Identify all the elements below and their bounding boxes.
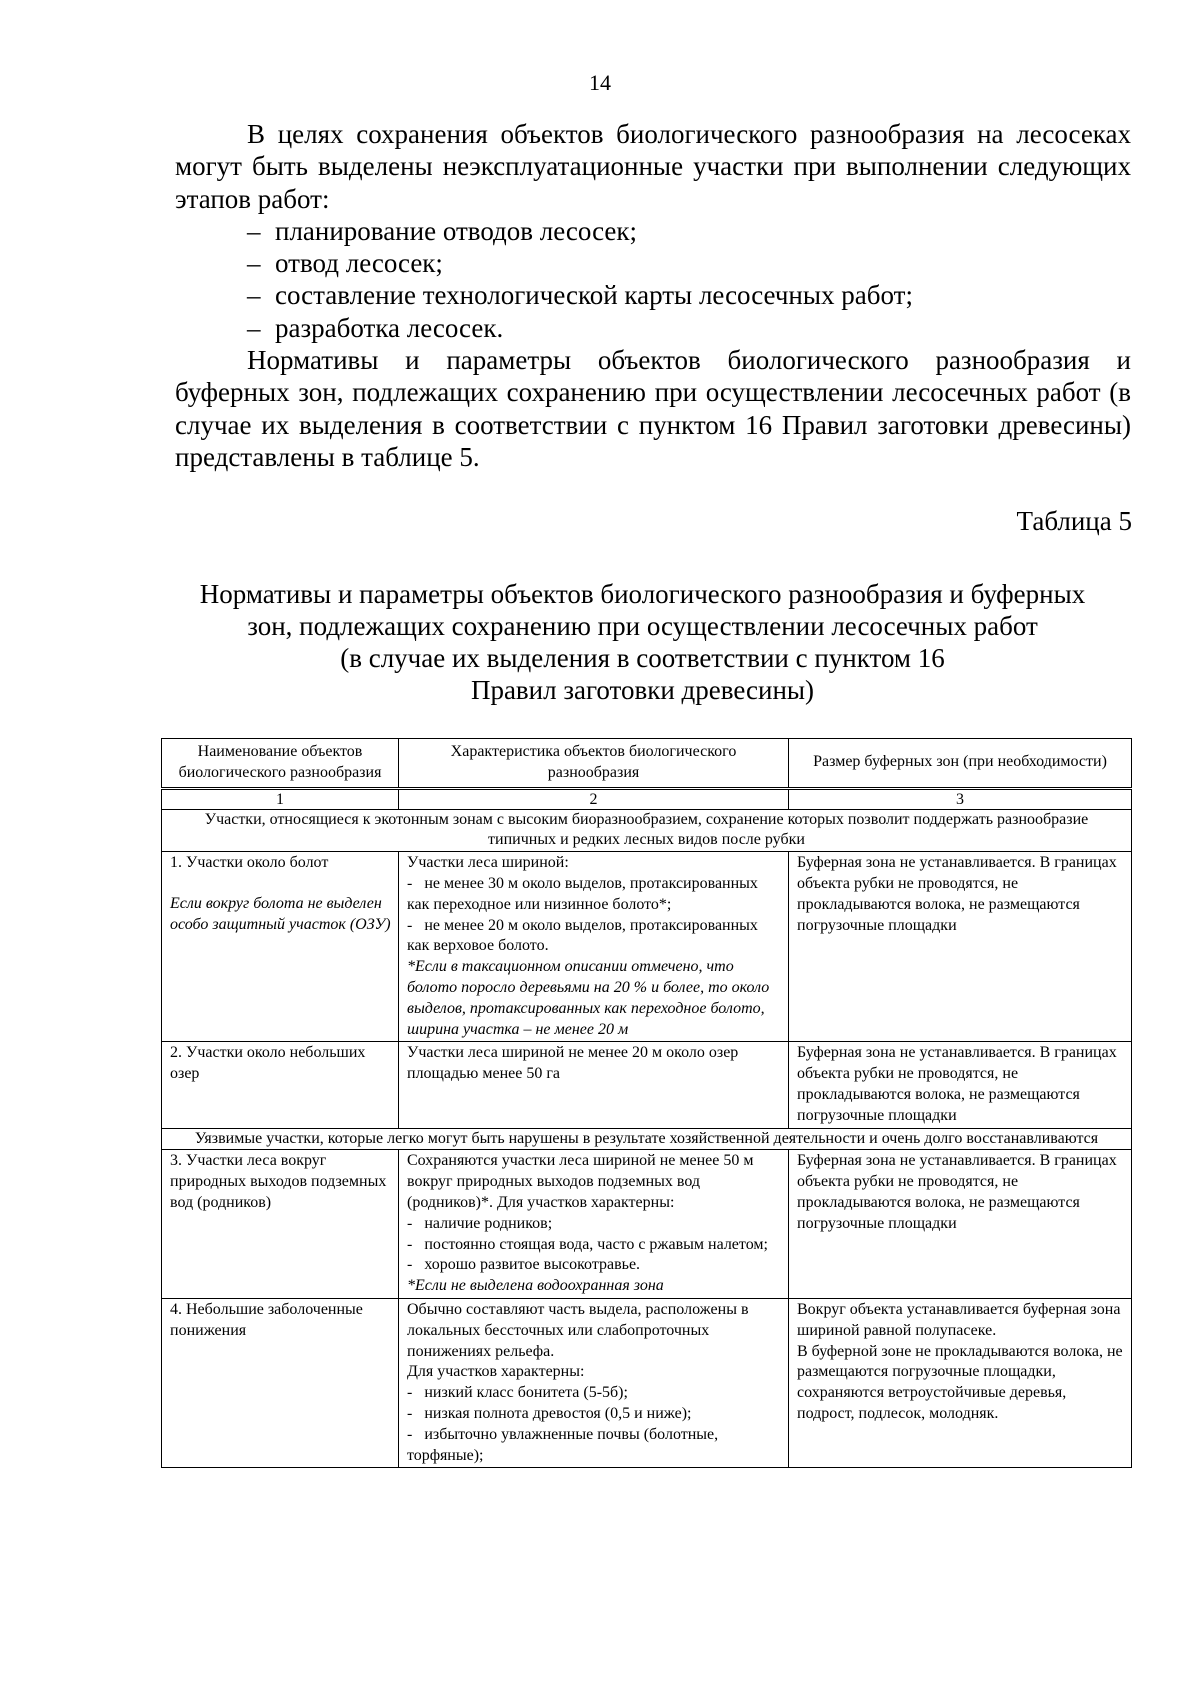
paragraph-intro: В целях сохранения объектов биологического разнообразия на лесосеках могут быть выделены неэксплуатационные участки при выполнении следующих этапов работ: (175, 119, 1131, 214)
cell-buffer: Буферная зона не устанавливается. В границах объекта рубки не проводятся, не прокладываются волока, не размещаются погрузочные площадки (789, 1150, 1132, 1299)
cell-characteristic: Участки леса шириной не менее 20 м около озер площадью менее 50 га (399, 1042, 789, 1128)
dash-marker: - (407, 1214, 425, 1232)
bullet-text: планирование отводов лесосек; (275, 215, 637, 246)
section-heading-ecotone: Участки, относящиеся к экотонным зонам с высоким биоразнообразием, сохранение которых позволит поддержать разнообразие типичных и редких лесных видов после рубки (162, 809, 1132, 852)
dash-marker: - (407, 1425, 425, 1443)
bullet-text: отвод лесосек; (275, 248, 443, 279)
bullet-text: составление технологической карты лесосечных работ; (275, 280, 913, 311)
table-row (162, 852, 1132, 1042)
buffer-text: В буферной зоне не прокладываются волока, не размещаются погрузочные площадки, сохраняются ветроустойчивые деревья, подрост, подлесок, молодняк. (797, 1342, 1123, 1422)
table-title-line: Правил заготовки древесины) (470, 675, 815, 705)
object-name: 1. Участки около болот (170, 854, 329, 872)
table-title (160, 578, 1125, 706)
table-title-line: зон, подлежащих сохранению при осуществлении лесосечных работ (247, 611, 1038, 641)
bullet-item (175, 247, 1131, 279)
cell-buffer: Буферная зона не устанавливается. В границах объекта рубки не проводятся, не прокладываются волока, не размещаются погрузочные площадки (789, 1042, 1132, 1128)
header-cell-name: Наименование объектов биологического разнообразия (162, 739, 399, 789)
bullet-text: разработка лесосек. (275, 312, 504, 343)
paragraph-norms: Нормативы и параметры объектов биологического разнообразия и буферных зон, подлежащих сохранению при осуществлении лесосечных работ (в случае их выделения в соответствии с пунктом 16 Правил заготовки древесины) представлены в таблице 5. (175, 345, 1131, 472)
dash-marker: - (407, 1404, 425, 1422)
table-title-line: (в случае их выделения в соответствии с пунктом 16 (340, 643, 945, 673)
bullet-item (175, 279, 1131, 311)
characteristic-item: - наличие родников; (407, 1214, 553, 1232)
table-row (162, 1042, 1132, 1128)
table-label: Таблица 5 (1016, 506, 1132, 536)
characteristic-intro: Участки леса шириной: (407, 854, 569, 872)
cell-characteristic (399, 852, 789, 1042)
header-cell-buffer: Размер буферных зон (при необходимости) (789, 739, 1132, 789)
object-note: Если вокруг болота не выделен особо защитный участок (ОЗУ) (170, 894, 391, 933)
cell-object-name (162, 852, 399, 1042)
characteristic-intro: Обычно составляют часть выдела, расположены в локальных бессточных или слабопроточных понижениях рельефа. (407, 1300, 749, 1360)
characteristic-item: - избыточно увлажненные почвы (болотные, торфяные); (407, 1425, 719, 1464)
bullet-item (175, 312, 1131, 344)
characteristic-item: - низкий класс бонитета (5-5б); (407, 1384, 628, 1402)
dash-marker: – (247, 215, 261, 246)
table-row (162, 1150, 1132, 1299)
bullet-item (175, 215, 1131, 247)
column-number: 1 (162, 788, 399, 809)
characteristic-item: - не менее 20 м около выделов, протаксированных как верховое болото. (407, 916, 758, 955)
section-row (162, 1128, 1132, 1150)
cell-object-name: 2. Участки около небольших озер (162, 1042, 399, 1128)
characteristic-note: *Если в таксационном описании отмечено, что болото поросло деревьями на 20 % и более, то около выделов, протаксированных как переходное болото, ширина участка – не менее 20 м (407, 958, 770, 1038)
column-number-row (162, 788, 1132, 809)
cell-buffer: Буферная зона не устанавливается. В границах объекта рубки не проводятся, не прокладываются волока, не размещаются погрузочные площадки (789, 852, 1132, 1042)
characteristic-item: - низкая полнота древостоя (0,5 и ниже); (407, 1404, 692, 1422)
dash-marker: – (247, 312, 261, 343)
dash-marker: - (407, 874, 425, 892)
cell-buffer (789, 1298, 1132, 1467)
column-number: 3 (789, 788, 1132, 809)
characteristic-intro: Для участков характерны: (407, 1363, 585, 1381)
dash-marker: - (407, 1256, 425, 1274)
characteristic-item: - не менее 30 м около выделов, протаксированных как переходное или низинное болото*; (407, 874, 758, 913)
dash-marker: - (407, 1384, 425, 1402)
header-cell-characteristic: Характеристика объектов биологического разнообразия (399, 739, 789, 789)
table-row (162, 1298, 1132, 1467)
table-title-line: Нормативы и параметры объектов биологического разнообразия и буферных (199, 579, 1086, 609)
column-number: 2 (399, 788, 789, 809)
cell-characteristic (399, 1150, 789, 1299)
page-number: 14 (589, 70, 611, 95)
characteristic-note: *Если не выделена водоохранная зона (407, 1277, 664, 1295)
body-text (175, 118, 1131, 473)
characteristic-intro: Сохраняются участки леса шириной не менее 50 м вокруг природных выходов подземных вод (родников)*. Для участков характерны: (407, 1152, 754, 1211)
characteristic-item: - постоянно стоящая вода, часто с ржавым налетом; (407, 1235, 768, 1253)
dash-marker: – (247, 280, 261, 311)
dash-marker: - (407, 916, 425, 934)
norms-table (161, 738, 1132, 1468)
section-row (162, 809, 1132, 852)
cell-object-name: 4. Небольшие заболоченные понижения (162, 1298, 399, 1467)
dash-marker: - (407, 1235, 425, 1253)
dash-marker: – (247, 248, 261, 279)
table-header-row (162, 739, 1132, 789)
buffer-text: Вокруг объекта устанавливается буферная зона шириной равной полупасеке. (797, 1300, 1121, 1339)
section-heading-vulnerable: Уязвимые участки, которые легко могут быть нарушены в результате хозяйственной деятельности и очень долго восстанавливаются (162, 1128, 1132, 1150)
cell-characteristic (399, 1298, 789, 1467)
cell-object-name: 3. Участки леса вокруг природных выходов подземных вод (родников) (162, 1150, 399, 1299)
characteristic-item: - хорошо развитое высокотравье. (407, 1256, 641, 1274)
